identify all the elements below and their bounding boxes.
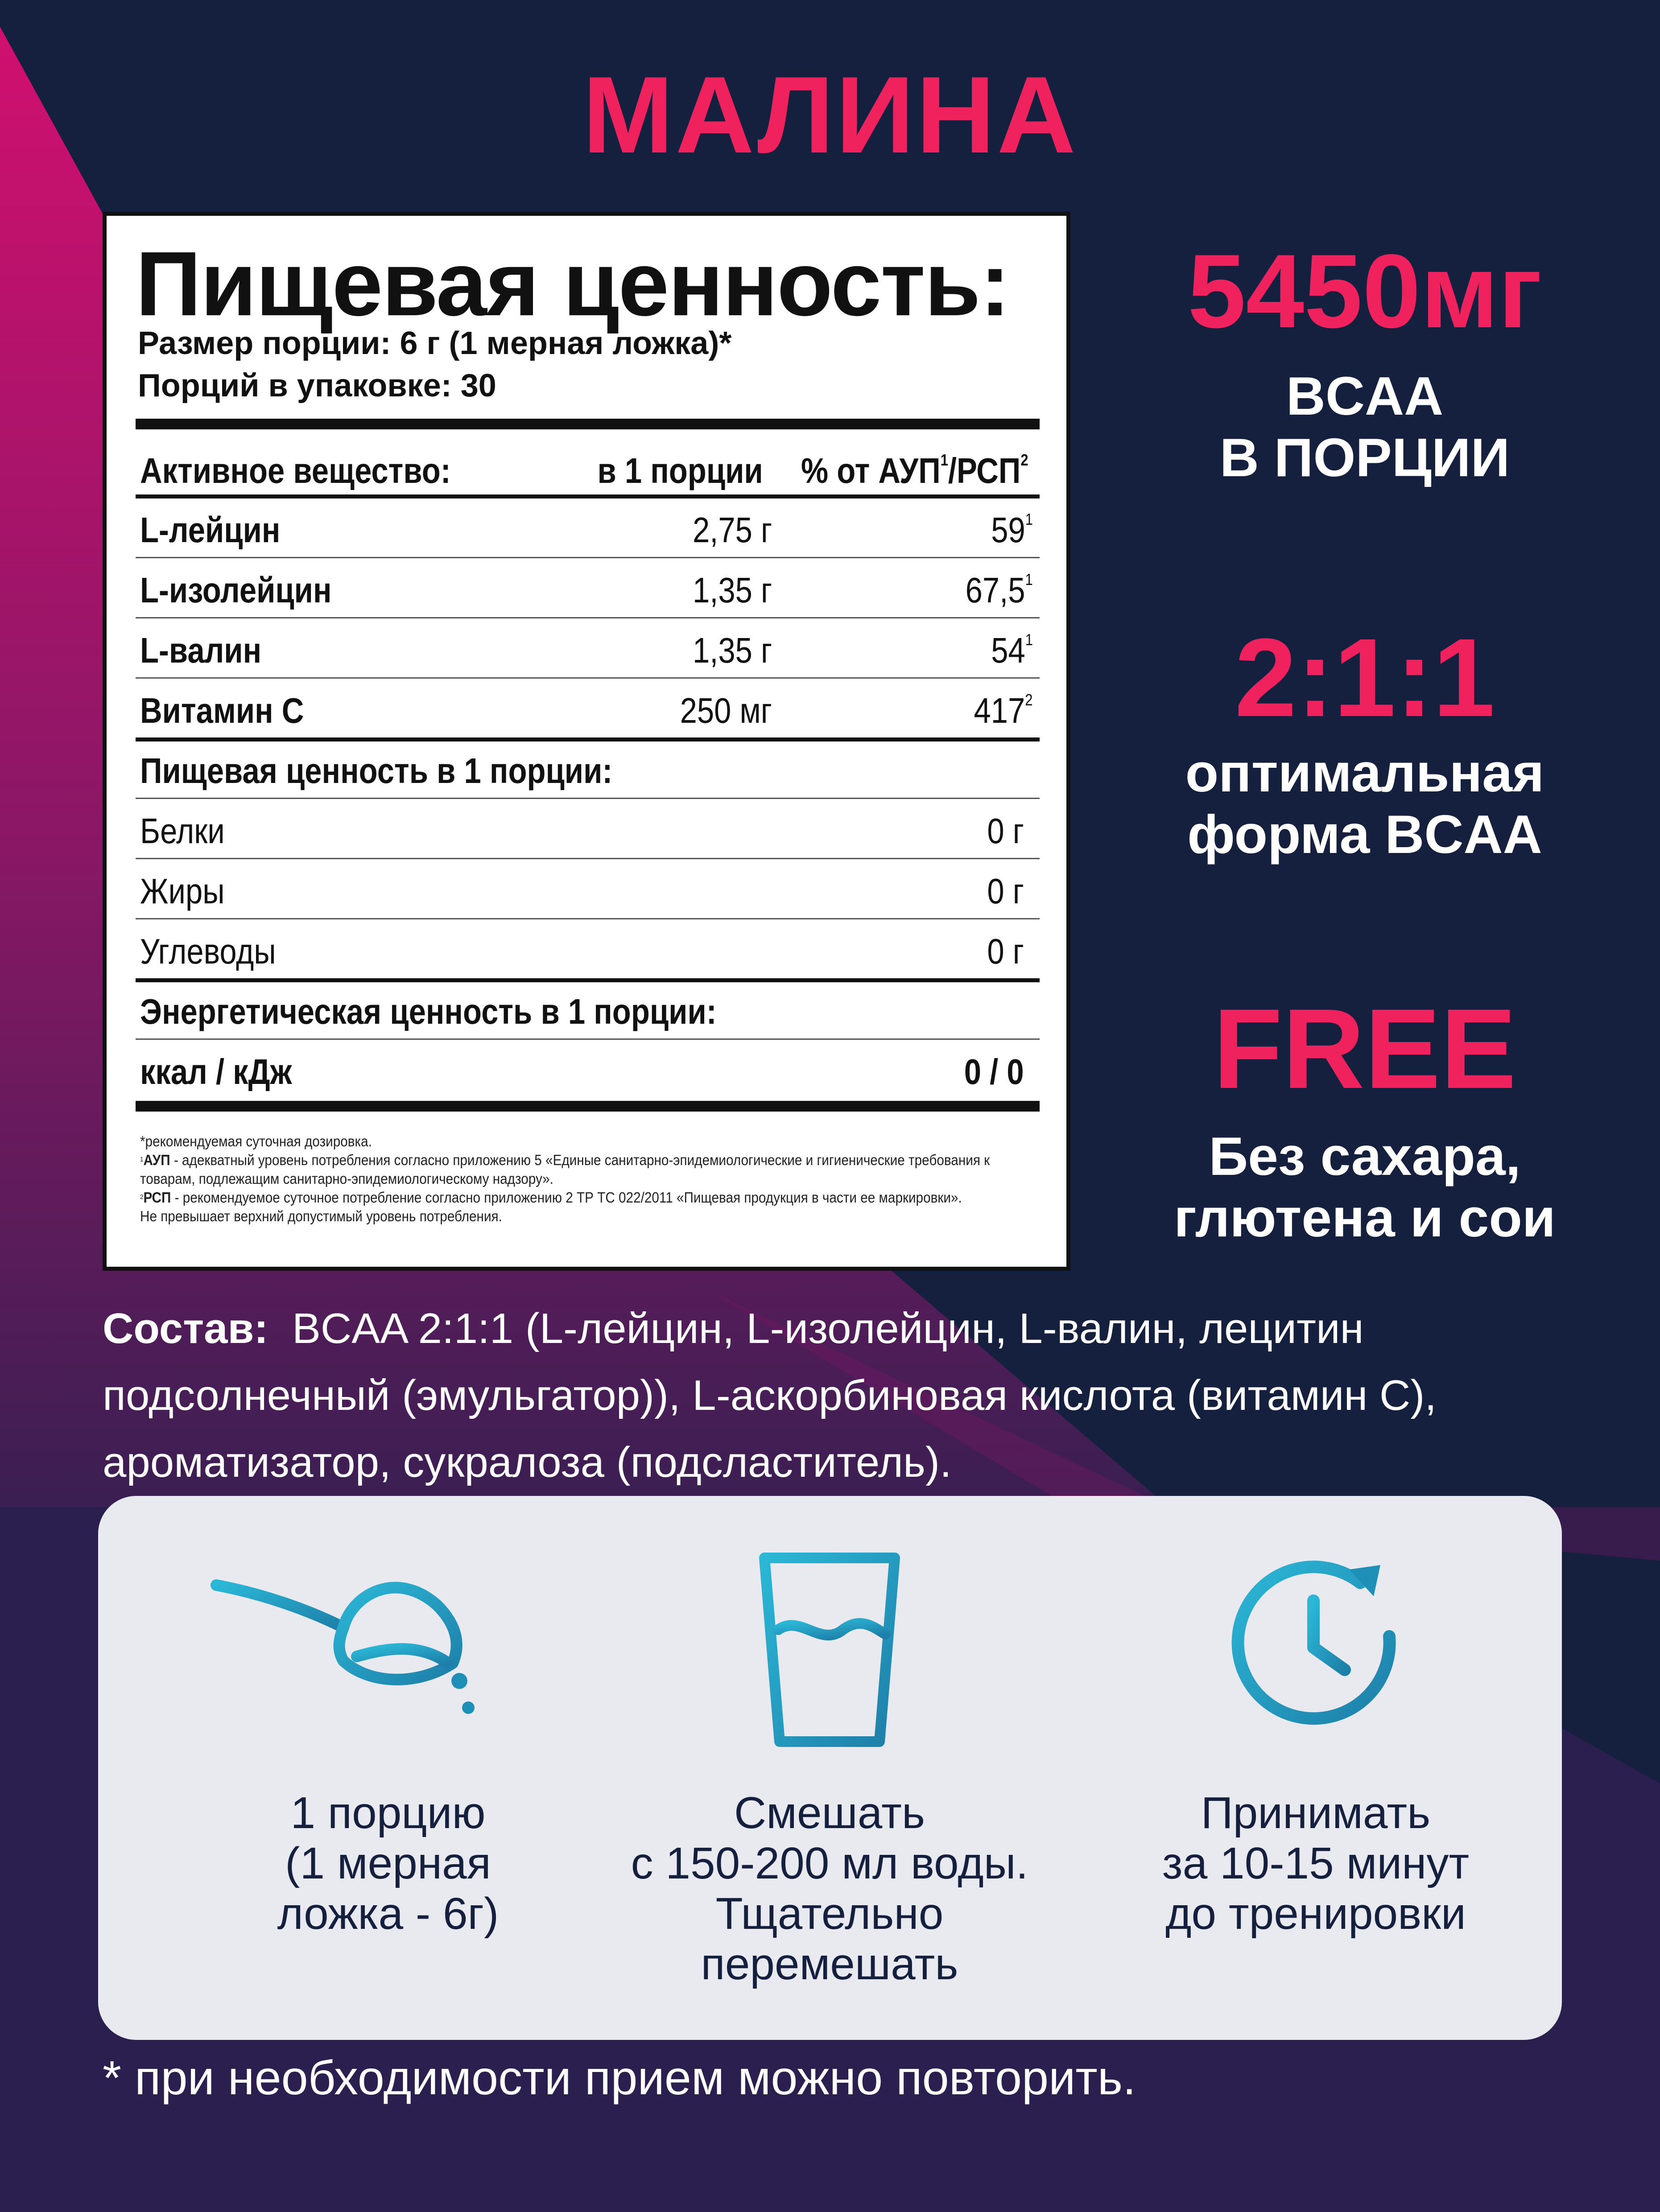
row-percent: $54^1$ — [991, 630, 1033, 670]
row-value: 0 г — [987, 811, 1024, 851]
header-active-substance: Активное вещество: — [140, 451, 451, 490]
row-percent: $59^1$ — [991, 510, 1033, 550]
free-badge: FREE — [1213, 985, 1517, 1112]
row-percent: $417^2$ — [974, 691, 1033, 730]
row-amount: 250 мг — [680, 691, 772, 730]
row-name: Жиры — [140, 871, 225, 911]
divider — [136, 419, 1040, 429]
step-line: Смешать — [734, 1788, 925, 1838]
step-line: с 150-200 мл воды. — [631, 1838, 1028, 1888]
step-line: Принимать — [1201, 1788, 1431, 1838]
step-line: (1 мерная — [285, 1838, 491, 1888]
bcaa-ratio: 2:1:1 — [1235, 615, 1495, 740]
caption-line: Без сахара, — [1209, 1126, 1521, 1186]
servings-per-pack: Порций в упаковке: 30 — [138, 368, 496, 404]
caption-line: оптимальная — [1185, 742, 1544, 803]
row-name: Белки — [140, 811, 225, 851]
composition — [103, 1295, 1574, 1496]
footnote-recommended: *рекомендуемая суточная дозировка. — [140, 1133, 372, 1149]
divider — [136, 798, 1040, 799]
divider — [136, 677, 1040, 679]
row-name: Витамин С — [140, 691, 304, 730]
divider — [136, 978, 1040, 982]
footnote-rsp: $^2$РСП - рекомендуемое суточное потребление согласно приложению 2 ТР ТС 022/2011 «Пищевая продукция в части ее маркировки». — [140, 1189, 962, 1206]
divider — [136, 557, 1040, 558]
step-line: за 10-15 минут — [1162, 1838, 1470, 1888]
energy-section-header: Энергетическая ценность в 1 порции: — [140, 992, 717, 1031]
row-value: 0 / 0 — [964, 1052, 1024, 1092]
nutrition-section-header: Пищевая ценность в 1 порции: — [140, 751, 613, 791]
step-line: перемешать — [701, 1939, 958, 1989]
step-mix — [593, 1788, 1066, 1990]
row-name: Углеводы — [140, 931, 276, 971]
row-name: ккал / кДж — [140, 1052, 292, 1092]
header-percent: % от АУП$^1$/РСП$^2$ — [801, 451, 1028, 490]
bcaa-amount-caption — [1079, 366, 1650, 489]
footnote-limit: Не превышает верхний допустимый уровень потребления. — [140, 1208, 502, 1224]
divider — [136, 617, 1040, 618]
step-line: до тренировки — [1165, 1889, 1466, 1939]
caption-line: глютена и сои — [1174, 1187, 1556, 1248]
footnote-aup: $^1$АУП - адекватный уровень потребления согласно приложению 5 «Единые санитарно-эпидемиологические и гигиенические требования к товарам, подлежащим санитарно-эпидемиологическому надзору». — [140, 1152, 990, 1187]
footnotes — [140, 1132, 1023, 1226]
step-line: Тщательно — [715, 1889, 944, 1939]
scoop-icon — [210, 1552, 486, 1730]
row-percent: 67,5$^1$ — [965, 570, 1033, 610]
row-name: L-изолейцин — [140, 570, 332, 610]
label-title: Пищевая ценность: — [136, 233, 1010, 335]
glass-of-water-icon — [758, 1552, 901, 1748]
header-per-serving: в 1 порции — [597, 451, 763, 490]
clock-icon — [1226, 1552, 1405, 1730]
flavor-title: МАЛИНА — [582, 54, 1078, 176]
divider — [136, 494, 1040, 498]
row-name: L-лейцин — [140, 510, 281, 550]
step-timing — [1079, 1788, 1552, 1939]
divider — [136, 858, 1040, 859]
step-serving — [152, 1788, 624, 1939]
composition-text: BCAA 2:1:1 (L-лейцин, L-изолейцин, L-валин, лецитин подсолнечный (эмульгатор)), L-аскорбиновая кислота (витамин С), ароматизатор, сукралоза (подсластитель). — [103, 1305, 1437, 1486]
row-amount: 1,35 г — [692, 630, 772, 670]
caption-line: форма BCAA — [1187, 803, 1542, 865]
divider — [136, 1038, 1040, 1040]
row-amount: 2,75 г — [692, 510, 772, 550]
repeat-note: * при необходимости прием можно повторить. — [103, 2051, 1136, 2105]
composition-label: Состав: — [103, 1305, 268, 1352]
step-line: ложка - 6г) — [277, 1889, 499, 1939]
nutrition-label — [103, 212, 1070, 1271]
bcaa-ratio-caption — [1079, 742, 1650, 865]
caption-line: BCAA — [1286, 366, 1444, 426]
step-line: 1 порцию — [290, 1788, 486, 1838]
row-value: 0 г — [987, 931, 1024, 971]
row-name: L-валин — [140, 630, 262, 670]
bcaa-amount: 5450мг — [1187, 232, 1542, 350]
free-caption — [1079, 1126, 1650, 1249]
caption-line: В ПОРЦИИ — [1219, 427, 1510, 488]
divider — [136, 737, 1040, 741]
serving-size: Размер порции: 6 г (1 мерная ложка)* — [138, 325, 732, 361]
divider — [136, 1101, 1040, 1112]
row-amount: 1,35 г — [692, 570, 772, 610]
row-value: 0 г — [987, 871, 1024, 911]
divider — [136, 918, 1040, 919]
